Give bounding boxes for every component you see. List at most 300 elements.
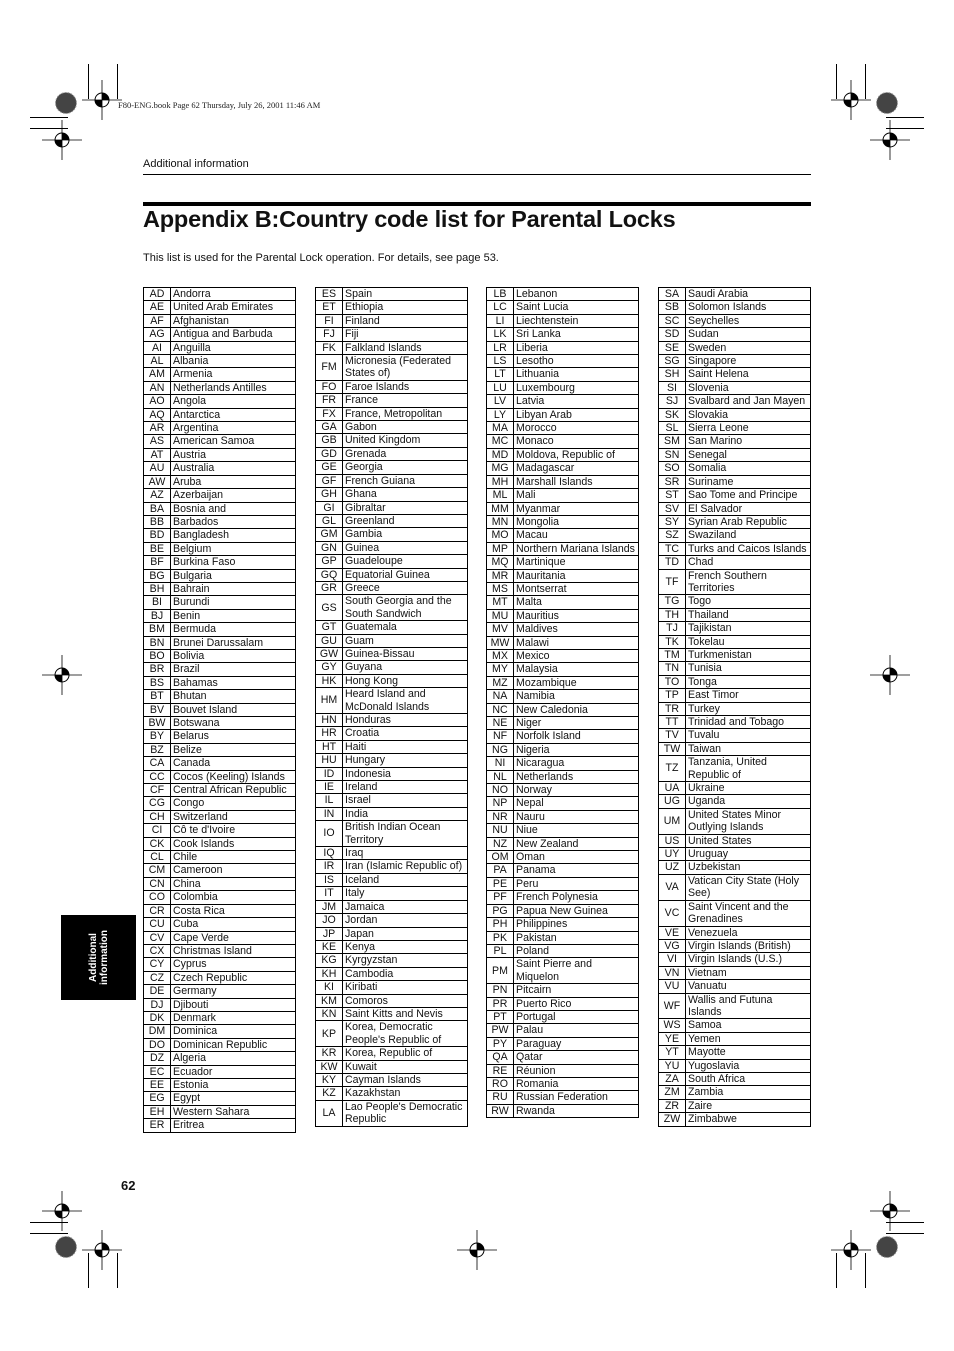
country-name: Turks and Caicos Islands bbox=[686, 542, 811, 555]
table-row bbox=[487, 663, 639, 676]
table-row bbox=[144, 904, 296, 917]
country-code: MY bbox=[487, 663, 514, 676]
country-code: IN bbox=[316, 807, 343, 820]
country-code: FI bbox=[316, 314, 343, 327]
table-row bbox=[144, 837, 296, 850]
country-name: French Polynesia bbox=[514, 891, 639, 904]
table-row bbox=[659, 435, 811, 448]
table-row bbox=[144, 864, 296, 877]
country-code: LU bbox=[487, 381, 514, 394]
country-code: MR bbox=[487, 569, 514, 582]
country-code: ZA bbox=[659, 1072, 686, 1085]
crosshair-icon bbox=[457, 1230, 497, 1270]
table-row bbox=[659, 608, 811, 621]
country-code: VE bbox=[659, 926, 686, 939]
country-name: Mongolia bbox=[514, 515, 639, 528]
country-code: AI bbox=[144, 341, 171, 354]
country-name: Réunion bbox=[514, 1064, 639, 1077]
country-name: Hungary bbox=[343, 754, 468, 767]
country-name: Niue bbox=[514, 824, 639, 837]
table-row bbox=[659, 926, 811, 939]
table-row bbox=[659, 489, 811, 502]
country-code: PM bbox=[487, 958, 514, 984]
country-code: RW bbox=[487, 1104, 514, 1117]
country-code: TV bbox=[659, 729, 686, 742]
table-row bbox=[487, 368, 639, 381]
country-name: Brazil bbox=[171, 663, 296, 676]
table-row bbox=[487, 381, 639, 394]
table-row bbox=[316, 1007, 468, 1020]
country-code: TJ bbox=[659, 622, 686, 635]
country-name: Germany bbox=[171, 985, 296, 998]
table-row bbox=[144, 1092, 296, 1105]
country-code: GH bbox=[316, 488, 343, 501]
country-code: BT bbox=[144, 690, 171, 703]
table-row bbox=[487, 395, 639, 408]
country-name: Senegal bbox=[686, 448, 811, 461]
country-name: Guinea bbox=[343, 541, 468, 554]
table-row bbox=[487, 502, 639, 515]
country-code: GQ bbox=[316, 568, 343, 581]
table-row bbox=[316, 821, 468, 847]
table-row bbox=[144, 663, 296, 676]
country-code: IR bbox=[316, 860, 343, 873]
country-name: South Africa bbox=[686, 1072, 811, 1085]
country-code: ET bbox=[316, 301, 343, 314]
country-name: Saint Kitts and Nevis bbox=[343, 1007, 468, 1020]
country-code: PR bbox=[487, 997, 514, 1010]
country-name: British Indian Ocean Territory bbox=[343, 821, 468, 847]
country-name: Israel bbox=[343, 794, 468, 807]
country-code: MC bbox=[487, 435, 514, 448]
country-code: OM bbox=[487, 851, 514, 864]
country-code: LC bbox=[487, 301, 514, 314]
table-row bbox=[316, 873, 468, 886]
country-name: Fiji bbox=[343, 328, 468, 341]
table-row bbox=[659, 395, 811, 408]
country-code: NE bbox=[487, 717, 514, 730]
country-code: GW bbox=[316, 647, 343, 660]
table-row bbox=[659, 1059, 811, 1072]
country-name: Latvia bbox=[514, 395, 639, 408]
country-name: Kenya bbox=[343, 940, 468, 953]
country-code: IQ bbox=[316, 847, 343, 860]
country-code: AU bbox=[144, 462, 171, 475]
table-row bbox=[144, 448, 296, 461]
country-code: GS bbox=[316, 595, 343, 621]
country-name: Lesotho bbox=[514, 355, 639, 368]
country-code: TR bbox=[659, 702, 686, 715]
country-code: ZM bbox=[659, 1086, 686, 1099]
country-name: Netherlands bbox=[514, 770, 639, 783]
country-name: Nauru bbox=[514, 810, 639, 823]
country-code: LY bbox=[487, 408, 514, 421]
country-name: Jordan bbox=[343, 914, 468, 927]
country-name: Christmas Island bbox=[171, 944, 296, 957]
country-name: Azerbaijan bbox=[171, 489, 296, 502]
country-name: Belgium bbox=[171, 542, 296, 555]
country-code: IS bbox=[316, 873, 343, 886]
country-code: MX bbox=[487, 649, 514, 662]
country-name: Guinea-Bissau bbox=[343, 647, 468, 660]
table-row bbox=[487, 314, 639, 327]
country-code: IL bbox=[316, 794, 343, 807]
country-code: VN bbox=[659, 966, 686, 979]
table-row bbox=[144, 998, 296, 1011]
country-name: Oman bbox=[514, 851, 639, 864]
table-row bbox=[487, 784, 639, 797]
country-name: Malawi bbox=[514, 636, 639, 649]
country-code: YU bbox=[659, 1059, 686, 1072]
country-name: Lao People's Democratic Republic bbox=[343, 1100, 468, 1126]
country-name: Bhutan bbox=[171, 690, 296, 703]
country-code: WF bbox=[659, 993, 686, 1019]
country-name: Gabon bbox=[343, 421, 468, 434]
table-row bbox=[487, 288, 639, 301]
country-name: United States bbox=[686, 834, 811, 847]
country-name: Ireland bbox=[343, 781, 468, 794]
crop-line bbox=[865, 64, 866, 99]
table-row bbox=[316, 501, 468, 514]
country-name: Iran (Islamic Republic of) bbox=[343, 860, 468, 873]
table-row bbox=[316, 288, 468, 301]
country-code: TD bbox=[659, 556, 686, 569]
table-row bbox=[659, 742, 811, 755]
country-name: Saudi Arabia bbox=[686, 288, 811, 301]
country-name: Kyrgyzstan bbox=[343, 954, 468, 967]
country-name: Costa Rica bbox=[171, 904, 296, 917]
country-code: MM bbox=[487, 502, 514, 515]
country-name: Poland bbox=[514, 944, 639, 957]
country-code: TZ bbox=[659, 756, 686, 782]
country-code: TP bbox=[659, 689, 686, 702]
country-name: Syrian Arab Republic bbox=[686, 515, 811, 528]
country-code: EG bbox=[144, 1092, 171, 1105]
table-row bbox=[487, 408, 639, 421]
country-name: Djibouti bbox=[171, 998, 296, 1011]
country-code: BH bbox=[144, 582, 171, 595]
country-code: KW bbox=[316, 1060, 343, 1073]
table-row bbox=[316, 688, 468, 714]
table-row bbox=[144, 824, 296, 837]
country-code: KG bbox=[316, 954, 343, 967]
country-code: BY bbox=[144, 730, 171, 743]
country-code: BZ bbox=[144, 743, 171, 756]
table-row bbox=[487, 489, 639, 502]
table-row bbox=[316, 488, 468, 501]
country-table-3 bbox=[486, 287, 639, 1118]
country-code: VI bbox=[659, 953, 686, 966]
country-name: Yemen bbox=[686, 1032, 811, 1045]
country-code: DO bbox=[144, 1038, 171, 1051]
table-row bbox=[316, 754, 468, 767]
country-name: Libyan Arab bbox=[514, 408, 639, 421]
table-row bbox=[659, 966, 811, 979]
country-code: KN bbox=[316, 1007, 343, 1020]
table-row bbox=[487, 997, 639, 1010]
country-code: UY bbox=[659, 848, 686, 861]
country-name: Yugoslavia bbox=[686, 1059, 811, 1072]
table-row bbox=[487, 743, 639, 756]
country-code: PN bbox=[487, 984, 514, 997]
country-name: Tonga bbox=[686, 675, 811, 688]
country-name: Saint Vincent and the Grenadines bbox=[686, 900, 811, 926]
country-name: Nepal bbox=[514, 797, 639, 810]
country-code: MW bbox=[487, 636, 514, 649]
country-code: SO bbox=[659, 462, 686, 475]
table-row bbox=[316, 621, 468, 634]
table-row bbox=[659, 515, 811, 528]
table-row bbox=[316, 981, 468, 994]
country-name: Angola bbox=[171, 395, 296, 408]
country-code: QA bbox=[487, 1051, 514, 1064]
table-row bbox=[659, 980, 811, 993]
table-row bbox=[144, 717, 296, 730]
country-code: CM bbox=[144, 864, 171, 877]
country-code: HN bbox=[316, 714, 343, 727]
country-code: TK bbox=[659, 635, 686, 648]
table-row bbox=[487, 1024, 639, 1037]
table-row bbox=[659, 900, 811, 926]
table-row bbox=[144, 422, 296, 435]
crop-line bbox=[886, 117, 924, 118]
country-code: MP bbox=[487, 542, 514, 555]
crosshair-icon bbox=[42, 120, 82, 160]
country-code: EE bbox=[144, 1078, 171, 1091]
table-row bbox=[144, 328, 296, 341]
table-row bbox=[316, 967, 468, 980]
country-code: NA bbox=[487, 690, 514, 703]
country-code: CN bbox=[144, 877, 171, 890]
table-row bbox=[659, 1072, 811, 1085]
country-code: NC bbox=[487, 703, 514, 716]
table-row bbox=[659, 1113, 811, 1126]
table-row bbox=[487, 944, 639, 957]
table-row bbox=[144, 341, 296, 354]
table-row bbox=[316, 541, 468, 554]
country-name: Moldova, Republic of bbox=[514, 448, 639, 461]
country-code: VC bbox=[659, 900, 686, 926]
country-code: AE bbox=[144, 301, 171, 314]
country-code: ES bbox=[316, 288, 343, 301]
table-row bbox=[144, 931, 296, 944]
country-code: BM bbox=[144, 623, 171, 636]
country-name: Greece bbox=[343, 581, 468, 594]
country-name: Liechtenstein bbox=[514, 314, 639, 327]
country-name: Paraguay bbox=[514, 1037, 639, 1050]
country-name: Barbados bbox=[171, 515, 296, 528]
country-code: DZ bbox=[144, 1052, 171, 1065]
table-row bbox=[659, 756, 811, 782]
crop-line bbox=[117, 1253, 118, 1288]
table-row bbox=[659, 301, 811, 314]
table-row bbox=[144, 1105, 296, 1118]
country-code: IO bbox=[316, 821, 343, 847]
country-code: GT bbox=[316, 621, 343, 634]
country-name: Maldives bbox=[514, 623, 639, 636]
country-code: BI bbox=[144, 596, 171, 609]
table-row bbox=[144, 542, 296, 555]
country-name: Peru bbox=[514, 877, 639, 890]
country-code: MN bbox=[487, 515, 514, 528]
country-code: CU bbox=[144, 918, 171, 931]
country-code: RU bbox=[487, 1091, 514, 1104]
country-code: HT bbox=[316, 740, 343, 753]
country-name: Canada bbox=[171, 757, 296, 770]
table-row bbox=[487, 649, 639, 662]
country-code: NR bbox=[487, 810, 514, 823]
country-code: BO bbox=[144, 649, 171, 662]
country-name: Guyana bbox=[343, 661, 468, 674]
table-row bbox=[144, 381, 296, 394]
country-code: MA bbox=[487, 422, 514, 435]
country-code: VU bbox=[659, 980, 686, 993]
country-code: SE bbox=[659, 341, 686, 354]
table-row bbox=[144, 958, 296, 971]
country-code: ZW bbox=[659, 1113, 686, 1126]
registration-dot-icon bbox=[54, 1235, 78, 1259]
table-row bbox=[659, 635, 811, 648]
country-name: Mozambique bbox=[514, 676, 639, 689]
country-code: US bbox=[659, 834, 686, 847]
country-name: Cayman Islands bbox=[343, 1073, 468, 1086]
country-code: LR bbox=[487, 341, 514, 354]
table-row bbox=[316, 900, 468, 913]
country-code: CG bbox=[144, 797, 171, 810]
table-row bbox=[487, 515, 639, 528]
table-row bbox=[144, 301, 296, 314]
table-row bbox=[144, 1078, 296, 1091]
country-name: Mayotte bbox=[686, 1046, 811, 1059]
country-code: NU bbox=[487, 824, 514, 837]
country-code: NF bbox=[487, 730, 514, 743]
country-code: JO bbox=[316, 914, 343, 927]
country-name: Mexico bbox=[514, 649, 639, 662]
country-name: Tanzania, United Republic of bbox=[686, 756, 811, 782]
table-row bbox=[487, 931, 639, 944]
country-name: Ecuador bbox=[171, 1065, 296, 1078]
country-code: SM bbox=[659, 435, 686, 448]
country-code: AT bbox=[144, 448, 171, 461]
table-row bbox=[316, 421, 468, 434]
table-row bbox=[316, 634, 468, 647]
country-name: Suriname bbox=[686, 475, 811, 488]
table-row bbox=[144, 515, 296, 528]
country-name: Equatorial Guinea bbox=[343, 568, 468, 581]
country-name: Russian Federation bbox=[514, 1091, 639, 1104]
table-row bbox=[659, 993, 811, 1019]
crosshair-icon bbox=[42, 655, 82, 695]
country-code: SH bbox=[659, 368, 686, 381]
table-row bbox=[316, 807, 468, 820]
table-row bbox=[144, 703, 296, 716]
table-row bbox=[659, 848, 811, 861]
country-code: AZ bbox=[144, 489, 171, 502]
table-row bbox=[316, 595, 468, 621]
country-code: DM bbox=[144, 1025, 171, 1038]
country-name: Pitcairn bbox=[514, 984, 639, 997]
country-name: Central African Republic bbox=[171, 784, 296, 797]
country-name: China bbox=[171, 877, 296, 890]
registration-dot-icon bbox=[875, 1235, 899, 1259]
country-name: Grenada bbox=[343, 447, 468, 460]
country-name: Venezuela bbox=[686, 926, 811, 939]
country-name: Belize bbox=[171, 743, 296, 756]
country-name: Greenland bbox=[343, 514, 468, 527]
country-name: Svalbard and Jan Mayen bbox=[686, 395, 811, 408]
table-row bbox=[144, 596, 296, 609]
table-row bbox=[659, 716, 811, 729]
side-tab bbox=[61, 915, 136, 1000]
table-row bbox=[487, 810, 639, 823]
country-code: TN bbox=[659, 662, 686, 675]
table-row bbox=[144, 1038, 296, 1051]
country-code: UM bbox=[659, 808, 686, 834]
country-code: MO bbox=[487, 529, 514, 542]
crosshair-icon bbox=[870, 655, 910, 695]
table-row bbox=[316, 581, 468, 594]
country-code: SI bbox=[659, 381, 686, 394]
country-code: AW bbox=[144, 475, 171, 488]
table-row bbox=[316, 767, 468, 780]
country-name: Zambia bbox=[686, 1086, 811, 1099]
country-code: CF bbox=[144, 784, 171, 797]
table-row bbox=[659, 675, 811, 688]
country-name: Malta bbox=[514, 596, 639, 609]
table-row bbox=[144, 676, 296, 689]
table-row bbox=[487, 676, 639, 689]
country-name: Northern Mariana Islands bbox=[514, 542, 639, 555]
country-name: Jamaica bbox=[343, 900, 468, 913]
country-code: NL bbox=[487, 770, 514, 783]
country-code: GY bbox=[316, 661, 343, 674]
table-row bbox=[659, 689, 811, 702]
country-name: Antarctica bbox=[171, 408, 296, 421]
country-name: Comoros bbox=[343, 994, 468, 1007]
country-name: Romania bbox=[514, 1077, 639, 1090]
table-row bbox=[487, 891, 639, 904]
country-name: Cambodia bbox=[343, 967, 468, 980]
country-code: SB bbox=[659, 301, 686, 314]
country-name: Madagascar bbox=[514, 462, 639, 475]
table-row bbox=[316, 887, 468, 900]
country-code: PH bbox=[487, 918, 514, 931]
country-name: Australia bbox=[171, 462, 296, 475]
table-row bbox=[487, 797, 639, 810]
crop-line bbox=[886, 1222, 924, 1223]
country-code: ZR bbox=[659, 1099, 686, 1112]
country-name: Benin bbox=[171, 609, 296, 622]
table-row bbox=[659, 939, 811, 952]
country-code: PW bbox=[487, 1024, 514, 1037]
table-row bbox=[144, 649, 296, 662]
table-row bbox=[316, 1047, 468, 1060]
table-row bbox=[659, 368, 811, 381]
country-name: Korea, Democratic People's Republic of bbox=[343, 1021, 468, 1047]
country-code: FX bbox=[316, 407, 343, 420]
table-row bbox=[144, 690, 296, 703]
country-name: Dominica bbox=[171, 1025, 296, 1038]
table-row bbox=[487, 1077, 639, 1090]
table-row bbox=[487, 422, 639, 435]
country-code: FJ bbox=[316, 328, 343, 341]
table-row bbox=[144, 556, 296, 569]
header-rule bbox=[143, 174, 811, 175]
table-row bbox=[144, 1025, 296, 1038]
table-row bbox=[316, 1021, 468, 1047]
table-row bbox=[659, 1019, 811, 1032]
country-code: CR bbox=[144, 904, 171, 917]
